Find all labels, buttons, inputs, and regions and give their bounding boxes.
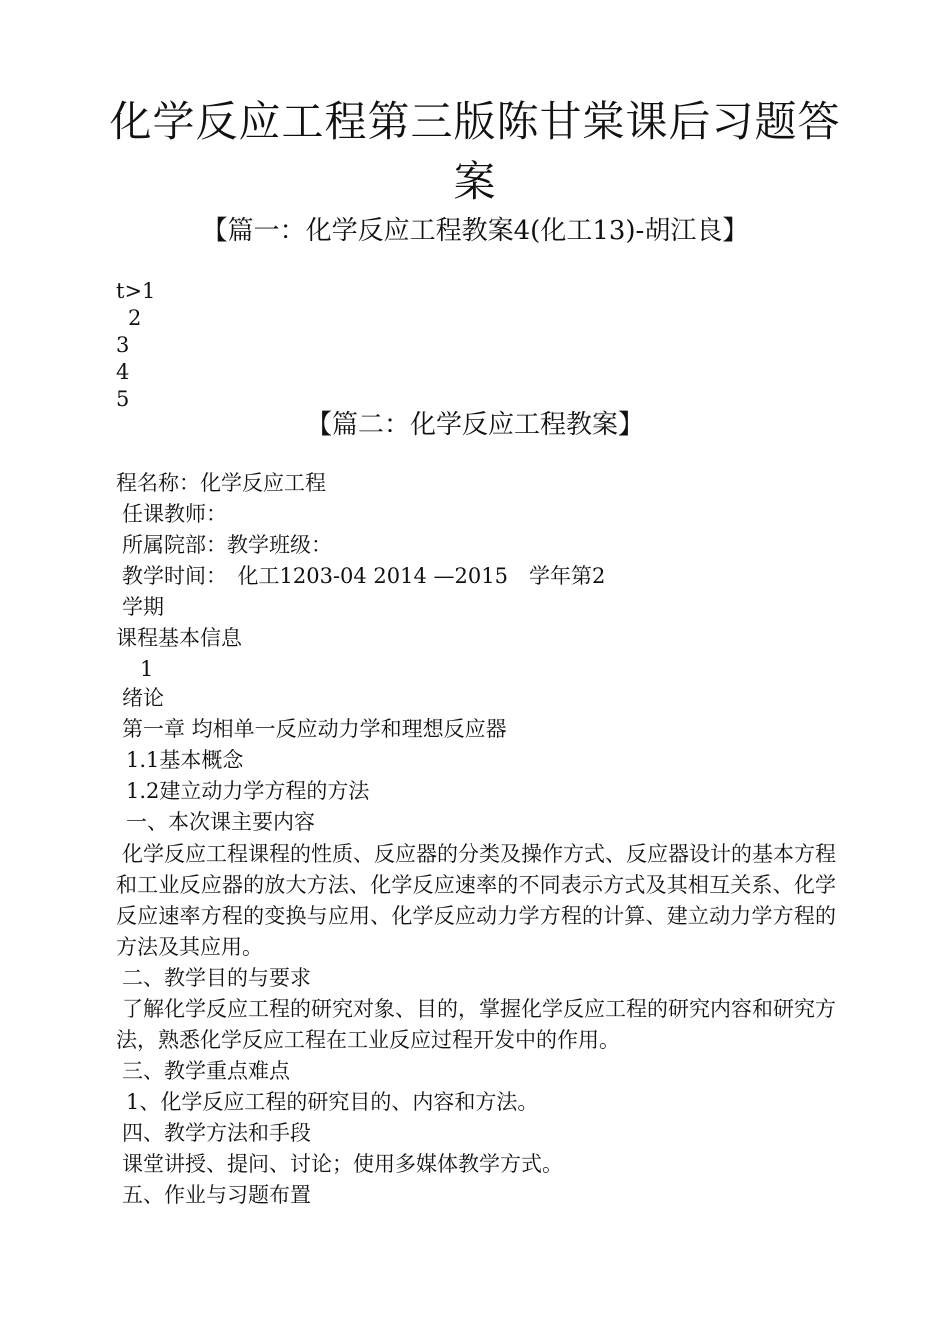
toc-item-5: 5 <box>116 387 130 411</box>
chapter1-heading: 第一章 均相单一反应动力学和理想反应器 <box>122 717 507 741</box>
goal-heading: 二、教学目的与要求 <box>122 966 311 990</box>
section-1-2: 1.2建立动力学方程的方法 <box>126 779 370 803</box>
key-heading: 三、教学重点难点 <box>122 1059 290 1083</box>
number-1: 1 <box>140 657 154 681</box>
method-item: 课堂讲授、提问、讨论；使用多媒体教学方式。 <box>122 1152 563 1176</box>
method-heading: 四、教学方法和手段 <box>122 1121 311 1145</box>
document-title: 化学反应工程第三版陈甘棠课后习题答案 <box>109 97 841 206</box>
content-paragraph: 化学反应工程课程的性质、反应器的分类及操作方式、反应器设计的基本方程和工业反应器的放大方法、化学反应速率的不同表示方式及其相互关系、化学反应速率方程的变换与应用、化学反应动力学方程的计算、建立动力学方程的方法及其应用。 <box>116 842 836 959</box>
teacher-field: 任课教师： <box>122 502 227 526</box>
time-field: 教学时间： 化工1203-04 2014 —2015 学年第2 <box>122 564 606 588</box>
toc-item-3: 3 <box>116 333 130 357</box>
toc-item-4: 4 <box>116 360 130 384</box>
toc-item-2: 2 <box>128 306 142 330</box>
section1-heading: 【篇一：化学反应工程教案4(化工13)-胡江良】 <box>201 216 749 246</box>
semester-field: 学期 <box>122 595 164 619</box>
section2-heading: 【篇二：化学反应工程教案】 <box>305 410 644 440</box>
homework-heading: 五、作业与习题布置 <box>122 1183 311 1207</box>
dept-field: 所属院部：教学班级： <box>122 533 332 557</box>
goal-paragraph: 了解化学反应工程的研究对象、目的，掌握化学反应工程的研究内容和研究方法，熟悉化学反应工程在工业反应过程开发中的作用。 <box>116 997 836 1052</box>
key-item: 1、化学反应工程的研究目的、内容和方法。 <box>126 1090 539 1114</box>
content-heading: 一、本次课主要内容 <box>126 810 315 834</box>
intro-heading: 绪论 <box>122 686 164 710</box>
basic-info-heading: 课程基本信息 <box>116 626 242 650</box>
toc-item-1: t>1 <box>116 279 156 303</box>
course-name: 程名称：化学反应工程 <box>116 471 326 495</box>
section-1-1: 1.1基本概念 <box>126 748 244 772</box>
